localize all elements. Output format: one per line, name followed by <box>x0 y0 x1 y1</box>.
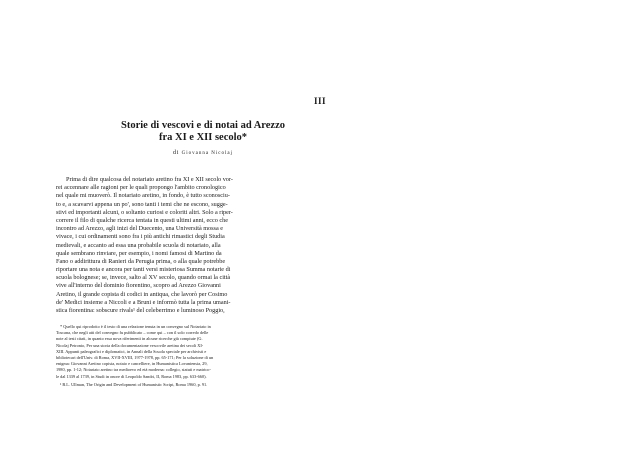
chapter-title-line: fra XI e XII secolo* <box>158 132 248 143</box>
text-line: correre il filo di qualche ricerca tentata in questi ultimi anni, ecco che <box>56 216 228 224</box>
author-name: Giovanna Nicolaj <box>181 151 233 156</box>
footnote-line: 1980, pp. 1-12; Notariato aretino tra medioevo ed età moderna: collegio, statuti e matrico- <box>56 367 211 373</box>
text-line: vive all'interno del dominio fiorentino, scopro ad Arezzo Giovanni <box>56 282 221 290</box>
chapter-title-line: Storie di vescovi e di notai ad Arezzo <box>121 120 285 131</box>
chapter-number: III <box>313 96 326 106</box>
footnote-line: bibliotecari dell'Univ. di Roma, XVII-XVIII, 1977-1978, pp. 65-171; Per la soluzione di un <box>56 354 214 360</box>
text-line: Aretino, il grande copista di codici in antiqua, che lavorò per Cosimo <box>56 290 228 298</box>
footnote-line: enigma: Giovanni Aretino copista, notaio e cancelliere, in Humanistica Lovaniensia, 29, <box>56 361 208 367</box>
footnote-line: note al testi citati, in quanto essa nova riferimenti in alcune ricerche già compiute (G. <box>56 336 203 342</box>
footnotes <box>56 324 213 388</box>
text-line: medievali, e accanto ad essa una probabile scuola di notariato, alla <box>56 241 221 249</box>
chapter-title <box>40 120 366 144</box>
text-line: de' Medici insieme a Niccoli e a Bruni e informò tutta la prima umani- <box>56 298 231 306</box>
text-line: rei accennare alle ragioni per le quali propongo l'ambito cronologico <box>56 184 226 192</box>
body-paragraph <box>56 176 233 315</box>
text-line: quale sembrano rinviare, per esempio, i nomi famosi di Martino da <box>56 249 222 257</box>
footnote-line: Toscana, che negli atti del convegno fu pubblicato – come qui – con il solo corredo delle <box>56 330 209 336</box>
text-line: riportare una nota e ancora per tanti versi misteriosa Summa notarie di <box>56 266 231 274</box>
text-line: stivi ed importanti alcuni, o soltanto curiosi e coloriti altri. Solo a riper- <box>56 208 233 216</box>
footnote-line: Nicolaj Petronio, Per una storia della documentazione vescovile aretina dei secoli XI- <box>56 342 204 348</box>
text-line: scuola bolognese; se, invece, salto al XV secolo, quando ormai la città <box>56 274 231 282</box>
byline-prefix: di <box>173 150 180 156</box>
text-line: to e, a scavarvi appena un po', sono tanti i temi che ne escono, sugge- <box>56 200 228 208</box>
text-line: stica fiorentina: sobscure rivals¹ del celeberrimo e luminoso Poggio, <box>56 307 225 314</box>
text-line: vivace, i cui ordinamenti sono fra i più antichi rimastici degli Studia <box>56 233 225 241</box>
footnote-line: XIII. Appunti paleografici e diplomatici, in Annali della Scuola speciale per archivisti e <box>56 348 207 354</box>
text-line: Fano o addirittura di Ranieri da Perugia prima, o alla quale potrebbe <box>56 257 226 265</box>
footnote-line: le dal 1339 al 1739, in Studi in onore di Leopoldo Sandri, II, Roma 1983, pp. 633-660). <box>56 373 207 379</box>
footnote-line: * Quello qui riprodotto è il testo di una relazione tenuta in un convegno sul Notariato in <box>60 324 211 329</box>
author-byline <box>40 150 366 156</box>
footnote-one: ¹ B.L. Ullman, The Origin and Development of Humanistic Script, Roma 1960, p. 91. <box>60 381 208 387</box>
text-line: incontro ad Arezzo, agli inizi del Duecento, una Università mossa e <box>56 225 224 233</box>
text-line: nel quale mi muoverò. Il notariato aretino, in fondo, è tutto sconosciu- <box>56 192 230 200</box>
text-line: Prima di dire qualcosa del notariato aretino fra XI e XII secolo vor- <box>66 176 233 183</box>
